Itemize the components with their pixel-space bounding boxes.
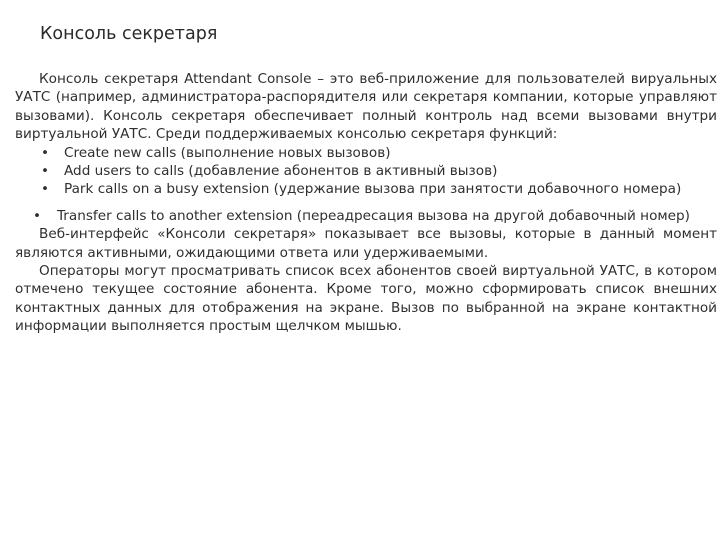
bullet-icon: • <box>41 163 50 180</box>
list-item-text: Create new calls (выполнение новых вызовов) <box>64 144 391 161</box>
list-item <box>15 180 717 198</box>
feature-list <box>15 144 717 199</box>
list-item-text: Add users to calls (добавление абонентов в активный вызов) <box>64 163 498 180</box>
list-item <box>15 162 717 180</box>
web-interface-paragraph: Веб-интерфейс «Консоли секретаря» показывает все вызовы, которые в данный момент являются активными, ожидающими ответа или удерживаемыми. <box>15 226 717 261</box>
bullet-icon: • <box>33 207 42 224</box>
bullet-icon: • <box>41 144 50 161</box>
intro-paragraph: Консоль секретаря Attendant Console – это веб-приложение для пользователей вируальных УАТС (например, администратора-распорядителя или секретаря компании, которые управляют вызовами). Консоль секретаря обеспечивает полный контроль над всеми вызовами внутри виртуальной УАТС. Среди поддерживаемых консолью секретаря функций: <box>15 71 717 143</box>
list-item-text: Park calls on a busy extension (удержание вызова при занятости добавочного номера) <box>64 181 682 198</box>
slide-content <box>15 70 717 336</box>
bullet-icon: • <box>41 181 50 198</box>
operators-paragraph: Операторы могут просматривать список всех абонентов своей виртуальной УАТС, в котором отмечено текущее состояние абонента. Кроме того, можно сформировать список внешних контактных данных для отображения на экране. Вызов по выбранной на экране контактной информации выполняется простым щелчком мышью. <box>15 263 717 335</box>
slide-title: Консоль секретаря <box>40 24 218 44</box>
transfer-list <box>15 207 717 225</box>
list-item <box>15 144 717 162</box>
list-item-text: Transfer calls to another extension (переадресация вызова на другой добавочный номер) <box>57 207 690 224</box>
list-item <box>15 207 717 225</box>
